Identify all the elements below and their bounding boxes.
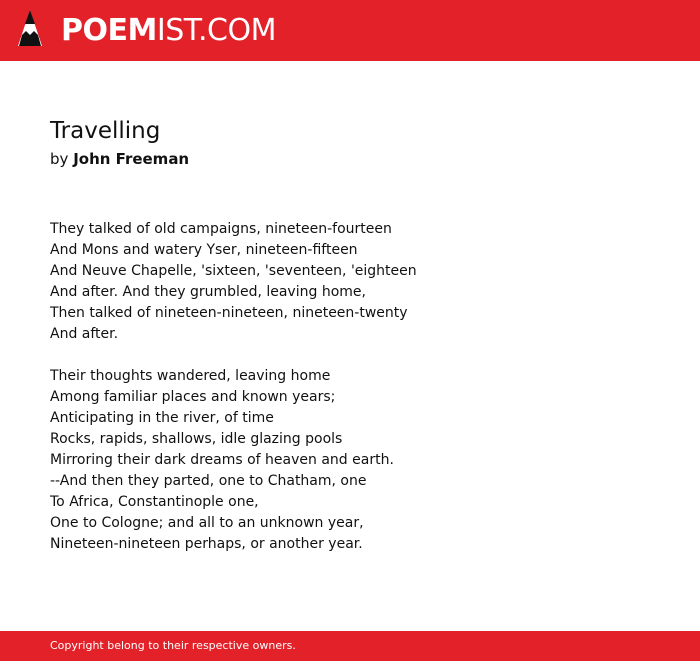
poem-line: And Mons and watery Yser, nineteen-fifteen	[50, 242, 358, 258]
author-name: John Freeman	[73, 150, 190, 168]
poem-line: --And then they parted, one to Chatham, one	[50, 473, 367, 489]
copyright-notice: Copyright belong to their respective owners.	[50, 639, 296, 652]
logo-text-light: IST.COM	[156, 13, 276, 48]
byline	[50, 149, 189, 169]
site-header	[0, 0, 700, 61]
poem-line: One to Cologne; and all to an unknown year,	[50, 515, 364, 531]
poem-line: Mirroring their dark dreams of heaven and earth.	[50, 452, 394, 468]
stanza	[50, 366, 650, 555]
site-logo[interactable]	[61, 12, 276, 50]
pencil-mountain-icon[interactable]	[17, 9, 43, 51]
poem-line: And after.	[50, 326, 119, 342]
poem-line: To Africa, Constantinople one,	[50, 494, 259, 510]
poem-line: And Neuve Chapelle, 'sixteen, 'seventeen, 'eighteen	[50, 263, 417, 279]
poem-line: Rocks, rapids, shallows, idle glazing pools	[50, 431, 343, 447]
poem-title: Travelling	[50, 118, 161, 144]
poem-line: They talked of old campaigns, nineteen-fourteen	[50, 221, 392, 237]
poem-line: And after. And they grumbled, leaving home,	[50, 284, 366, 300]
byline-prefix: by	[50, 150, 69, 168]
poem-line: Then talked of nineteen-nineteen, nineteen-twenty	[50, 305, 408, 321]
logo-text-bold: POEM	[61, 13, 157, 48]
site-footer	[0, 631, 700, 661]
poem-body	[50, 219, 650, 576]
poem-line: Among familiar places and known years;	[50, 389, 336, 405]
poem-line: Their thoughts wandered, leaving home	[50, 368, 331, 384]
poem-line: Anticipating in the river, of time	[50, 410, 274, 426]
poem-line: Nineteen-nineteen perhaps, or another year.	[50, 536, 363, 552]
stanza	[50, 219, 650, 345]
